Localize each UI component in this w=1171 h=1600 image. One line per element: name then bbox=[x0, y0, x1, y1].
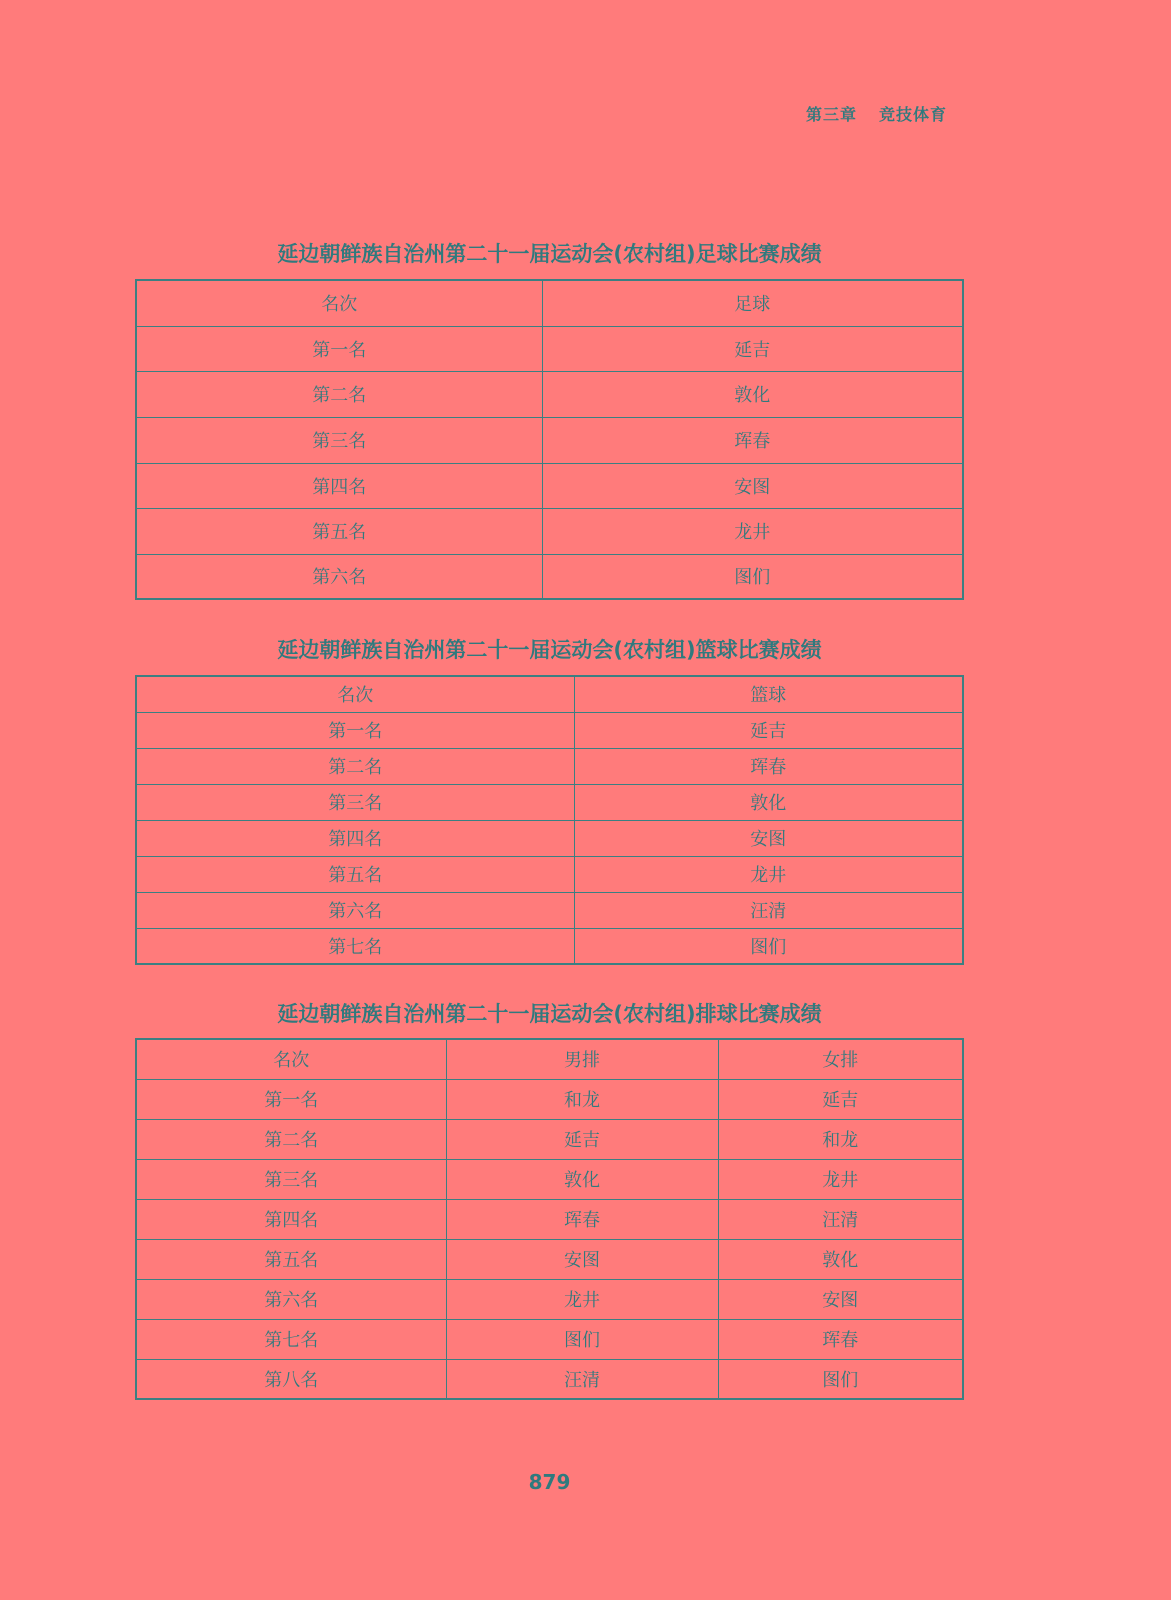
team-cell: 安图 bbox=[574, 820, 963, 856]
rank-cell: 第四名 bbox=[136, 1199, 446, 1239]
women-team-cell: 图们 bbox=[718, 1359, 963, 1399]
table-row bbox=[136, 554, 963, 599]
rank-cell: 第一名 bbox=[136, 326, 542, 371]
team-cell: 安图 bbox=[542, 463, 963, 508]
women-team-cell: 安图 bbox=[718, 1279, 963, 1319]
table-row bbox=[136, 463, 963, 508]
rank-cell: 第三名 bbox=[136, 784, 574, 820]
football-table-title: 延边朝鲜族自治州第二十一届运动会(农村组)足球比赛成绩 bbox=[277, 242, 822, 266]
volleyball-results-table bbox=[135, 1038, 964, 1400]
rank-cell: 第六名 bbox=[136, 892, 574, 928]
team-cell: 敦化 bbox=[574, 784, 963, 820]
rank-cell: 第六名 bbox=[136, 1279, 446, 1319]
table-row bbox=[136, 1079, 963, 1119]
team-cell: 龙井 bbox=[542, 508, 963, 554]
rank-cell: 第二名 bbox=[136, 1119, 446, 1159]
team-cell: 汪清 bbox=[574, 892, 963, 928]
table-header-row bbox=[136, 280, 963, 326]
women-team-cell: 汪清 bbox=[718, 1199, 963, 1239]
column-header: 篮球 bbox=[574, 676, 963, 712]
rank-cell: 第五名 bbox=[136, 1239, 446, 1279]
table-row bbox=[136, 508, 963, 554]
rank-cell: 第七名 bbox=[136, 1319, 446, 1359]
rank-cell: 第五名 bbox=[136, 508, 542, 554]
page-number: 879 bbox=[528, 1470, 571, 1494]
team-cell: 珲春 bbox=[574, 748, 963, 784]
football-results-table bbox=[135, 279, 964, 600]
rank-cell: 第六名 bbox=[136, 554, 542, 599]
table-row bbox=[136, 856, 963, 892]
team-cell: 延吉 bbox=[574, 712, 963, 748]
rank-cell: 第四名 bbox=[136, 463, 542, 508]
table-row bbox=[136, 1239, 963, 1279]
table-row bbox=[136, 712, 963, 748]
table-row bbox=[136, 1119, 963, 1159]
table-row bbox=[136, 820, 963, 856]
team-cell: 珲春 bbox=[542, 417, 963, 463]
rank-cell: 第一名 bbox=[136, 712, 574, 748]
table-row bbox=[136, 748, 963, 784]
basketball-results-table bbox=[135, 675, 964, 965]
men-team-cell: 和龙 bbox=[446, 1079, 718, 1119]
volleyball-table-title: 延边朝鲜族自治州第二十一届运动会(农村组)排球比赛成绩 bbox=[277, 1002, 822, 1026]
table-row bbox=[136, 892, 963, 928]
men-team-cell: 图们 bbox=[446, 1319, 718, 1359]
table-row bbox=[136, 1279, 963, 1319]
rank-cell: 第七名 bbox=[136, 928, 574, 964]
column-header: 名次 bbox=[136, 280, 542, 326]
women-team-cell: 龙井 bbox=[718, 1159, 963, 1199]
column-header: 女排 bbox=[718, 1039, 963, 1079]
chapter-label: 第三章 bbox=[805, 105, 857, 124]
men-team-cell: 延吉 bbox=[446, 1119, 718, 1159]
column-header: 男排 bbox=[446, 1039, 718, 1079]
women-team-cell: 敦化 bbox=[718, 1239, 963, 1279]
team-cell: 图们 bbox=[542, 554, 963, 599]
rank-cell: 第二名 bbox=[136, 748, 574, 784]
table-header-row bbox=[136, 676, 963, 712]
table-row bbox=[136, 928, 963, 964]
rank-cell: 第三名 bbox=[136, 417, 542, 463]
column-header: 足球 bbox=[542, 280, 963, 326]
rank-cell: 第二名 bbox=[136, 371, 542, 417]
table-row bbox=[136, 417, 963, 463]
column-header: 名次 bbox=[136, 1039, 446, 1079]
table-row bbox=[136, 1199, 963, 1239]
men-team-cell: 龙井 bbox=[446, 1279, 718, 1319]
men-team-cell: 敦化 bbox=[446, 1159, 718, 1199]
rank-cell: 第五名 bbox=[136, 856, 574, 892]
table-row bbox=[136, 1319, 963, 1359]
rank-cell: 第三名 bbox=[136, 1159, 446, 1199]
team-cell: 图们 bbox=[574, 928, 963, 964]
men-team-cell: 汪清 bbox=[446, 1359, 718, 1399]
basketball-table-title: 延边朝鲜族自治州第二十一届运动会(农村组)篮球比赛成绩 bbox=[277, 638, 822, 662]
rank-cell: 第四名 bbox=[136, 820, 574, 856]
men-team-cell: 珲春 bbox=[446, 1199, 718, 1239]
table-header-row bbox=[136, 1039, 963, 1079]
table-row bbox=[136, 326, 963, 371]
rank-cell: 第一名 bbox=[136, 1079, 446, 1119]
table-row bbox=[136, 1159, 963, 1199]
column-header: 名次 bbox=[136, 676, 574, 712]
table-row bbox=[136, 784, 963, 820]
rank-cell: 第八名 bbox=[136, 1359, 446, 1399]
team-cell: 延吉 bbox=[542, 326, 963, 371]
women-team-cell: 延吉 bbox=[718, 1079, 963, 1119]
team-cell: 敦化 bbox=[542, 371, 963, 417]
table-row bbox=[136, 371, 963, 417]
women-team-cell: 和龙 bbox=[718, 1119, 963, 1159]
team-cell: 龙井 bbox=[574, 856, 963, 892]
running-head bbox=[806, 102, 947, 125]
women-team-cell: 珲春 bbox=[718, 1319, 963, 1359]
table-row bbox=[136, 1359, 963, 1399]
men-team-cell: 安图 bbox=[446, 1239, 718, 1279]
section-label: 竞技体育 bbox=[878, 105, 947, 124]
